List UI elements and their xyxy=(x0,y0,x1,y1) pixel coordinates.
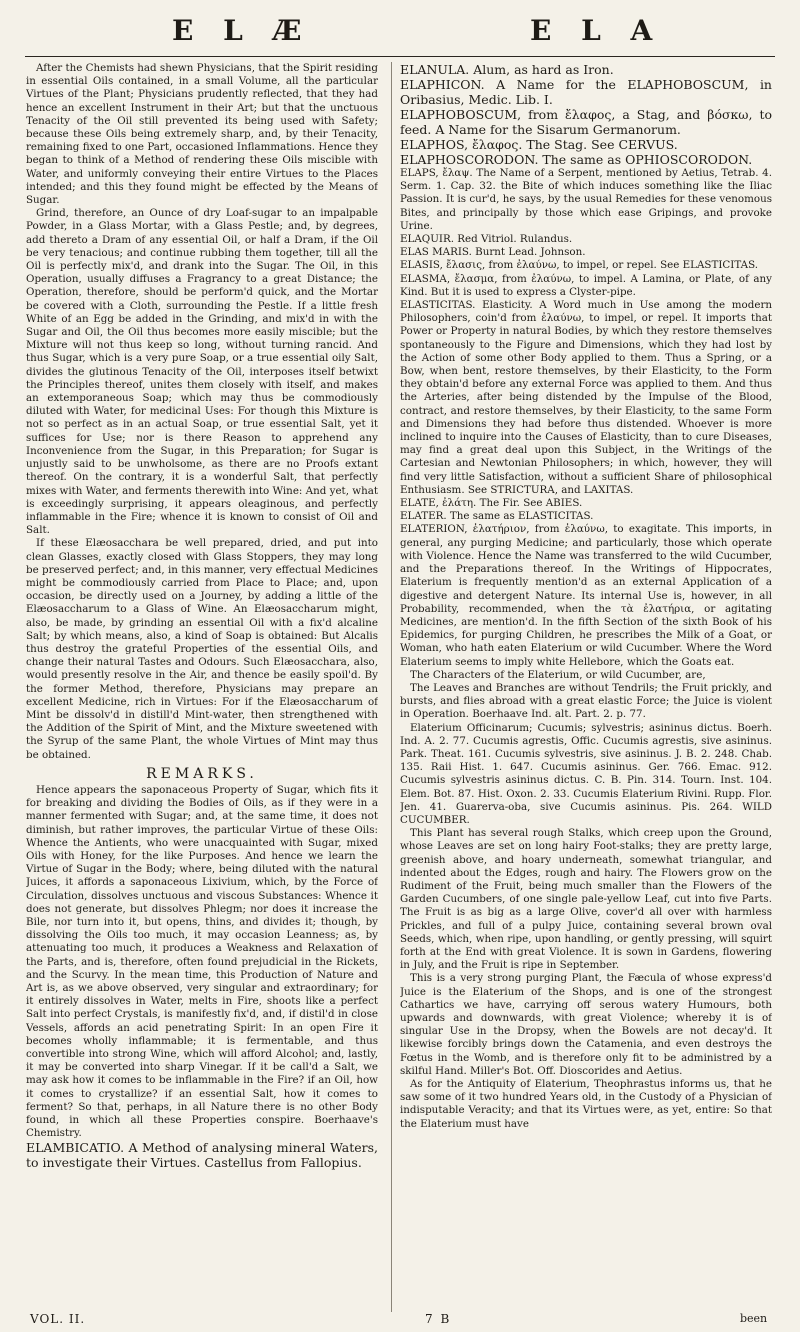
entry-elasma: ELASMA, ἔλασμα, from ἐλαύνω, to impel. A Lamina, or Plate, of any Kind. But it is used to express a Clyster-pipe. xyxy=(400,272,772,298)
paragraph: The Characters of the Elaterium, or wild Cucumber, are, xyxy=(410,668,706,681)
entry-elaterion: ELATERION, ἐλατήριον, from ἐλαύνω, to exagitate. This imports, in general, any purging Medicine; and particularly, those which operate with Violence. Hence the Name was transferred to the wild Cucumber, and the Preparations thereof. In the Writings of Hippocrates, Elaterium is frequently mention'd as an external Application of a digestive and detergent Nature. Its internal Use is, however, in all Probability, recommended, when the τὰ ἐλατήρια, or agitating Medicines, are mention'd. In the fifth Section of the sixth Book of his Epidemics, for purging Children, he prescribes the Milk of a Goat, or Woman, who hath eaten Elaterium or wild Cucumber. Where the Word Elaterium seems to imply white Hellebore, which the Goats eat. xyxy=(400,523,772,668)
remarks-text: Hence appears the saponaceous Property of Sugar, which fits it for breaking and dividing the Bodies of Oils, as if they were in a manner fermented with Sugar; and, at the same time, it does not diminish, but rather improves, the particular Virtue of these Oils: Whence the Antients, who were unacquainted with Sugar, mixed Oils with Honey, for the like Purposes. And hence we learn the Virtue of Sugar in the Body; where, being diluted with the natural Juices, it affords a saponaceous Lixivium, which, by the Force of Circulation, dissolves unctuous and viscous Substances: Whence it does not generate, but dissolves Phlegm; nor does it increase the Bile, nor turn into it, but opens, thins, and divides it; though, by dissolving the Oils too much, it may occasion Leanness; as, by attenuating too much, it produces a Weakness and Relaxation of the Parts, and is, therefore, often found prejudicial in the Rickets, and the Scurvy. In the mean time, this Production of Nature and Art is, as we above observed, very singular and extraordinary; for it entirely dissolves in Water, melts in Fire, shoots like a perfect Salt into perfect Crystals, is manifestly fix'd, and, if distil'd in close Vessels, affords an acid penetrating Spirit: In an open Fire it becomes wholly inflammable; it is fermentable, and thus convertible into strong Wine, which will afford Alcohol; and, lastly, it may be converted into sharp Vinegar. If it be call'd a Salt, we may ask how it comes to be inflammable in the Fire? if an Oil, how it comes to crystallize? if an essential Salt, how it comes to ferment? So that, perhaps, in all Nature there is no other Body found, in which all these Properties conspire. Boerhaave's Chemistry. xyxy=(26,783,378,1140)
entry-elambicatio: ELAMBICATIO. A Method of analysing mineral Waters, to investigate their Virtues. Castellus from Fallopius. xyxy=(26,1140,378,1171)
entry-elaphoscorodon: ELAPHOSCORODON. The same as OPHIOSCORODON. xyxy=(400,152,753,167)
entry-elate: ELATE, ἐλάτη. The Fir. See ABIES. xyxy=(400,497,583,510)
entry-elaps: ELAPS, ἔλαψ. The Name of a Serpent, mentioned by Aetius, Tetrab. 4. Serm. 1. Cap. 32. the Bite of which induces something like the Iliac Passion. It is cur'd, he says, by the usual Remedies for these venomous Bites, and principally by those which ease Gripings, and provoke Urine. xyxy=(400,167,772,232)
paragraph: Grind, therefore, an Ounce of dry Loaf-sugar to an impalpable Powder, in a Glass Mortar, with a Glass Pestle; and, by degrees, add thereto a Dram of any essential Oil, or half a Dram, if the Oil be very tenacious; and continue rubbing them together, till all the Oil is perfectly mix'd, and drank into the Sugar. The Oil, in this Operation, usually diffuses a Fragrancy to a great Distance; the Operation, therefore, should be perform'd quick, and the Mortar be covered with a Cloth, surrounding the Pestle. If a little fresh White of an Egg be added in the Grinding, and mix'd in with the Sugar and Oil, the Oil thus becomes more easily miscible; but the Mixture will not thus keep so long, without turning rancid. And thus Sugar, which is a very pure Soap, or a true essential oily Salt, divides the glutinous Tenacity of the Oil, interposes itself betwixt the Principles thereof, unites them closely with itself, and makes an extemporaneous Soap; which may thus be commodiously diluted with Water, for medicinal Uses: For though this Mixture is not so perfect as in an actual Soap, or true essential Salt, yet it suffices for Use; nor is there Reason to apprehend any Inconvenience from the Sugar, in this Preparation; for Sugar is unjustly said to be unwholsome, as there are no Proofs extant thereof. On the contrary, it is a wonderful Salt, that perfectly mixes with Water, and ferments therewith into Wine: And yet, what is exceedingly surprising, it appears oleaginous, and perfectly inflammable in the Fire; whence it is known to consist of Oil and Salt. xyxy=(26,207,378,537)
entry-elanula: ELANULA. Alum, as hard as Iron. xyxy=(400,62,614,77)
column-divider xyxy=(391,62,392,1312)
entry-elasis: ELASIS, ἔλασις, from ἐλαύνω, to impel, or repel. See ELASTICITAS. xyxy=(400,259,759,272)
paragraph: This Plant has several rough Stalks, which creep upon the Ground, whose Leaves are set on long hairy Foot-stalks; they are pretty large, greenish above, and hoary underneath, somewhat triangular, and indented about the Edges, rough and hairy. The Flowers grow on the Rudiment of the Fruit, being much smaller than the Flowers of the Garden Cucumbers, of one single pale-yellow Leaf, cut into five Parts. The Fruit is as big as a large Olive, cover'd all over with harmless Prickles, and full of a pulpy Juice, containing several brown oval Seeds, which, when ripe, upon handling, or gently pressing, will squirt forth at the End with great Violence. It is sown in Gardens, flowering in July, and the Fruit is ripe in September. xyxy=(400,827,772,972)
left-column xyxy=(26,62,378,1332)
right-column xyxy=(400,62,772,1322)
header-rule xyxy=(25,56,775,57)
entry-elasticitas: ELASTICITAS. Elasticity. A Word much in Use among the modern Philosophers, coin'd from ἐλαύνω, to impel, or repel. It imports that Power or Property in natural Bodies, by which they restore themselves spontaneously to the Figure and Dimensions, which they had lost by the Action of some other Body applied to them. Thus a Spring, or a Bow, when bent, restore themselves, by their Elasticity, to the Form they obtain'd before any external Force was applied to them. And thus the Arteries, after being distended by the Impulse of the Blood, contract, and restore themselves, by their Elasticity, to the same Form and Dimensions they had before thus distended. Whoever is more inclined to inquire into the Causes of Elasticity, than to cure Diseases, may find a great deal upon this Subject, in the Writings of the Cartesian and Newtonian Philosophers; in which, however, they will find very little Satisfaction, without a sufficient Share of philosophical Enthusiasm. See STRICTURA, and LAXITAS. xyxy=(400,299,772,496)
running-head-right: E L A xyxy=(530,14,663,47)
paragraph: This is a very strong purging Plant, the Fæcula of whose express'd Juice is the Elaterium of the Shops, and is one of the strongest Cathartics we have, carrying off serous watery Humours, both upwards and downwards, with great Violence; whereby it is of singular Use in the Dropsy, when the Bowels are not decay'd. It likewise forcibly brings down the Catamenia, and even destroys the Fœtus in the Womb, and is therefore only fit to be administred by a skilful Hand. Miller's Bot. Off. Dioscorides and Aetius. xyxy=(400,972,772,1077)
entry-elater: ELATER. The same as ELASTICITAS. xyxy=(400,510,594,523)
entry-elaquir: ELAQUIR. Red Vitriol. Rulandus. xyxy=(400,233,573,246)
remarks-heading: REMARKS. xyxy=(146,765,258,782)
catchword: been xyxy=(740,1312,768,1325)
signature-mark: 7 B xyxy=(425,1312,452,1326)
entry-elas-maris: ELAS MARIS. Burnt Lead. Johnson. xyxy=(400,246,586,259)
paragraph: The Leaves and Branches are without Tendrils; the Fruit prickly, and bursts, and flies abroad with a great elastic Force; the Juice is violent in Operation. Boerhaave Ind. alt. Part. 2. p. 77. xyxy=(400,681,772,721)
volume-label: VOL. II. xyxy=(30,1312,86,1326)
entry-elaphicon: ELAPHICON. A Name for the ELAPHOBOSCUM, in Oribasius, Medic. Lib. I. xyxy=(400,77,772,107)
paragraph: After the Chemists had shewn Physicians, that the Spirit residing in essential Oils contained, in a small Volume, all the particular Virtues of the Plant; Physicians prudently reflected, that they had hence an excellent Instrument in their Art; but that the unctuous Tenacity of the Oil still prevented its being used with Safety; because these Oils being extremely sharp, and, by their Tenacity, remaining fixed to one Part, occasioned Inflammations. Hence they began to think of a Method of rendering these Oils miscible with Water, and uniformly conveying their entire Virtues to the Places intended; and this they found might be effected by the Means of Sugar. xyxy=(26,62,378,207)
entry-elaphos: ELAPHOS, ἔλαφος. The Stag. See CERVUS. xyxy=(400,137,678,152)
running-head-left: E L Æ xyxy=(172,14,312,47)
paragraph: Elaterium Officinarum; Cucumis; sylvestris; asininus dictus. Boerh. Ind. A. 2. 77. Cucumis agrestis, Offic. Cucumis agrestis, sive asininus. Park. Theat. 161. Cucumis sylvestris, sive asininus. J. B. 2. 248. Chab. 135. Raii Hist. 1. 647. Cucumis asininus. Ger. 766. Emac. 912. Cucumis sylvestris asininus dictus. C. B. Pin. 314. Tourn. Inst. 104. Elem. Bot. 87. Hist. Oxon. 2. 33. Cucumis Elaterium Rivini. Rupp. Flor. Jen. 41. Guarerva-oba, sive Cucumis asininus. Pis. 264. WILD CUCUMBER. xyxy=(400,721,772,826)
paragraph: As for the Antiquity of Elaterium, Theophrastus informs us, that he saw some of it two hundred Years old, in the Custody of a Physician of indisputable Veracity; and that its Virtues were, as yet, entire: So that the Elaterium must have xyxy=(400,1078,772,1130)
entry-elaphoboscum: ELAPHOBOSCUM, from ἔλαφος, a Stag, and βόσκω, to feed. A Name for the Sisarum Germanorum. xyxy=(400,107,772,137)
paragraph: If these Elæosacchara be well prepared, dried, and put into clean Glasses, exactly closed with Glass Stoppers, they may long be preserved perfect; and, in this manner, very effectual Medicines might be commodiously carried from Place to Place; and, upon occasion, be directly used on a Journey, by adding a little of the Elæosaccharum to a Glass of Wine. An Elæosaccharum might, also, be made, by grinding an essential Oil with a fix'd alcaline Salt; by which means, also, a kind of Soap is obtained: But Alcalis thus destroy the grateful Properties of the essential Oils, and change their natural Tastes and Odours. Such Elæosacchara, also, would presently resolve in the Air, and thence be easily spoil'd. By the former Method, therefore, Physicians may prepare an excellent Medicine, rich in Virtues: For if the Elæosaccharum of Mint be dissolv'd in distill'd Mint-water, then strengthened with the Addition of the Spirit of Mint, and the Mixture sweetened with the Syrup of the same Plant, the whole Virtues of Mint may thus be obtained. xyxy=(26,537,378,761)
